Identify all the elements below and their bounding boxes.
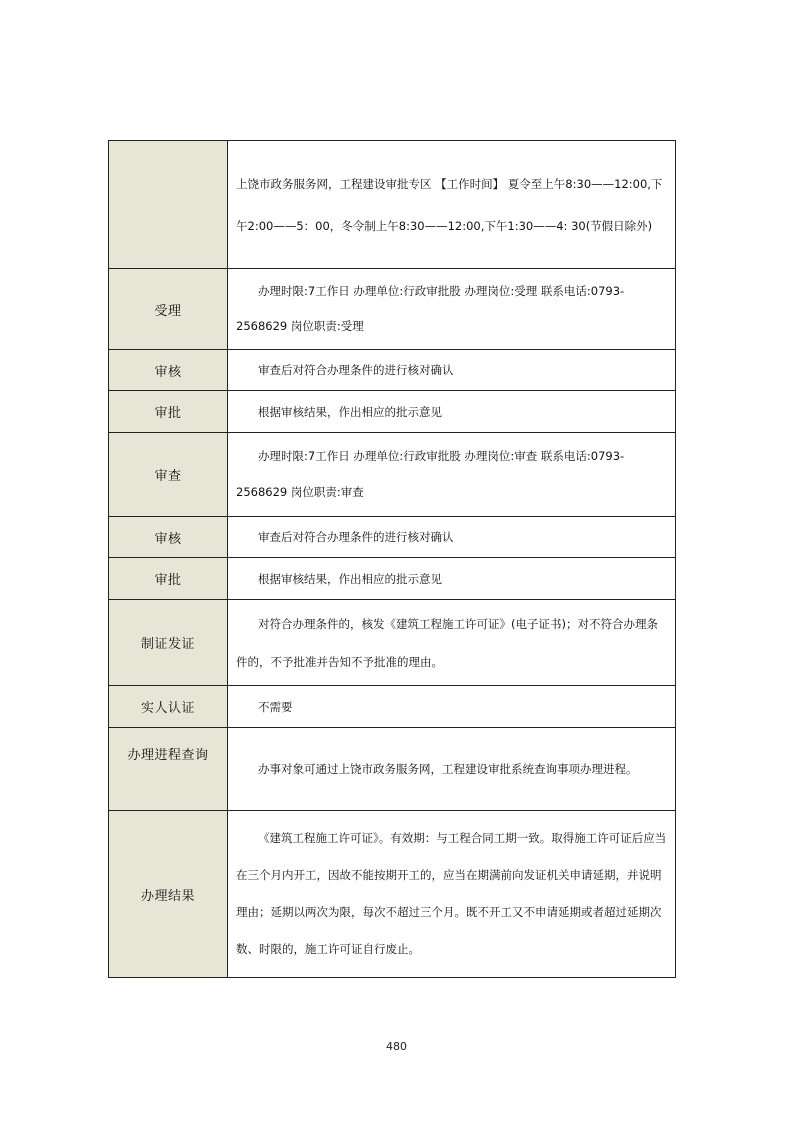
accept-text: 办理时限:7工作日 办理单位:行政审批股 办理岗位:受理 联系电话:0793-2568629 岗位职责:受理 [236, 283, 625, 333]
table-row [109, 686, 676, 728]
row-label-identity: 实人认证 [109, 686, 228, 728]
table-row [109, 433, 676, 517]
row-label-review: 审核 [109, 350, 228, 391]
examine-cell [228, 433, 676, 517]
progress-query-cell: 办事对象可通过上饶市政务服务网，工程建设审批系统查询事项办理进程。 [228, 728, 676, 811]
table-row [109, 811, 676, 978]
process-table [108, 140, 676, 978]
row-label-result: 办理结果 [109, 811, 228, 978]
work-hours-cell [228, 141, 676, 269]
result-text: 《建筑工程施工许可证》。有效期：与工程合同工期一致。取得施工许可证后应当在三个月内开工，因故不能按期开工的，应当在期满前向发证机关申请延期，并说明理由；延期以两次为限，每次不超过三个月。既不开工又不申请延期或者超过延期次数、时限的，施工许可证自行废止。 [236, 831, 667, 956]
table-row [109, 600, 676, 686]
approve-cell: 根据审核结果，作出相应的批示意见 [228, 391, 676, 433]
table-row [109, 517, 676, 558]
row-label-review-2: 审核 [109, 517, 228, 558]
table-row [109, 728, 676, 811]
review-cell: 审查后对符合办理条件的进行核对确认 [228, 350, 676, 391]
table-row [109, 269, 676, 350]
row-label-approve: 审批 [109, 391, 228, 433]
accept-cell [228, 269, 676, 350]
row-label-empty [109, 141, 228, 269]
row-label-progress-query: 办理进程查询 [109, 728, 228, 811]
approve-cell-2: 根据审核结果，作出相应的批示意见 [228, 558, 676, 600]
issue-cert-cell [228, 600, 676, 686]
result-cell [228, 811, 676, 978]
issue-cert-text: 对符合办理条件的，核发《建筑工程施工许可证》(电子证书)；对不符合办理条件的，不予批准并告知不予批准的理由。 [236, 616, 658, 669]
row-label-accept: 受理 [109, 269, 228, 350]
table-row [109, 141, 676, 269]
row-label-issue-cert: 制证发证 [109, 600, 228, 686]
table-row [109, 391, 676, 433]
work-hours-text: 上饶市政务服务网，工程建设审批专区 【工作时间】 夏令至上午8:30——12:00,下午2:00——5：00，冬令制上午8:30——12:00,下午1:30——4: 30(节假日除外) [236, 176, 663, 233]
table-row [109, 558, 676, 600]
identity-cell: 不需要 [228, 686, 676, 728]
row-label-examine: 审查 [109, 433, 228, 517]
review-cell-2: 审查后对符合办理条件的进行核对确认 [228, 517, 676, 558]
table-row [109, 350, 676, 391]
row-label-approve-2: 审批 [109, 558, 228, 600]
examine-text: 办理时限:7工作日 办理单位:行政审批股 办理岗位:审查 联系电话:0793-2568629 岗位职责:审查 [236, 449, 625, 499]
page-number: 480 [386, 1040, 407, 1053]
